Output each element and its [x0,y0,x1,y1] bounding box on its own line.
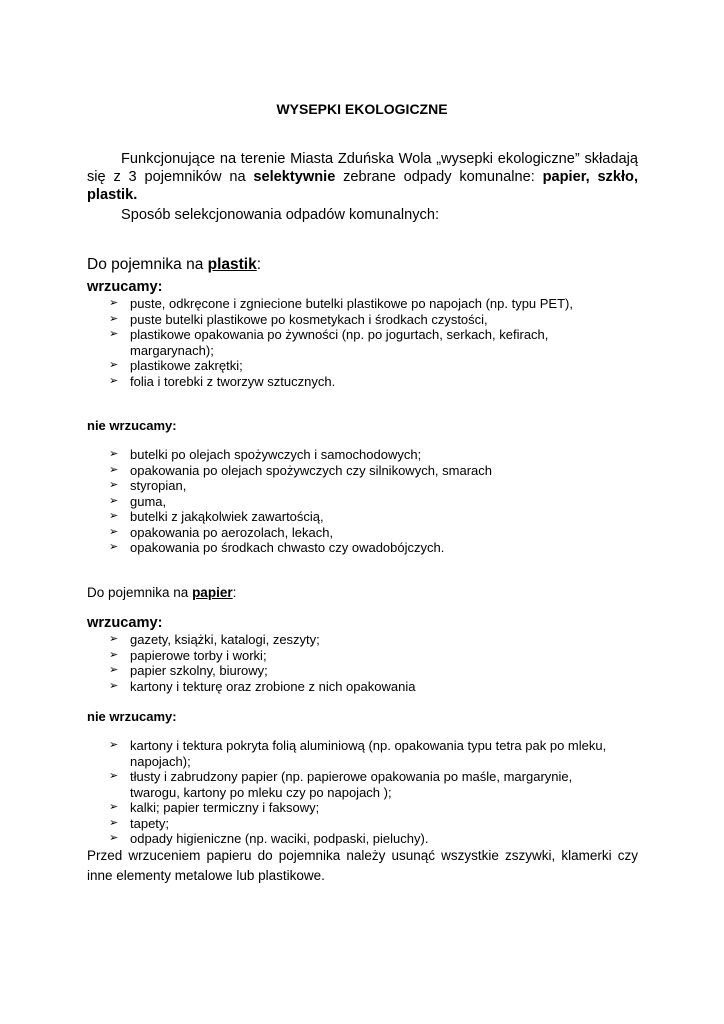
list-item [87,509,647,525]
plastik-heading [87,256,261,274]
papier-heading-prefix: Do pojemnika na [87,585,193,600]
list-item [87,478,647,494]
arrow-bullet-icon: ➢ [109,832,119,844]
papier-heading-suffix: : [232,585,237,600]
arrow-bullet-icon: ➢ [109,525,119,538]
intro-text-2: zebrane odpady komunalne: [335,169,543,185]
arrow-bullet-icon: ➢ [109,679,119,692]
list-item [87,358,647,374]
list-item [87,494,647,510]
selection-paragraph: Sposób selekcjonowania odpadów komunalnych: [121,207,440,223]
list-item [87,679,647,695]
intro-bold-1: selektywnie [253,169,336,185]
list-item-text: styropian, [130,478,187,493]
intro-bold-2: papier, szkło, plastik. [87,169,638,203]
arrow-bullet-icon: ➢ [109,374,119,387]
papier-note: Przed wrzuceniem papieru do pojemnika należy usunąć wszystkie zszywki, klamerki czy inne elementy metalowe lub plastikowe. [87,848,638,883]
arrow-bullet-icon: ➢ [109,328,119,340]
arrow-bullet-icon: ➢ [109,479,119,491]
list-item [87,374,647,390]
papier-no-throw-label: nie wrzucamy: [87,709,177,724]
list-item [87,632,647,648]
list-item-text: folia i torebki z tworzyw sztucznych. [130,373,336,389]
list-item-text: butelki po olejach spożywczych i samochodowych; [130,447,422,462]
papier-heading-word: papier [192,585,233,600]
list-item-text: puste butelki plastikowe po kosmetykach i środkach czystości, [130,311,488,327]
list-item [87,447,647,463]
list-item-text: tłusty i zabrudzony papier (np. papierowe opakowania po maśle, margarynie, twarogu, kartony po mleku czy po napojach ); [130,769,573,800]
list-item [87,769,647,800]
list-item [87,800,647,816]
arrow-bullet-icon: ➢ [109,297,119,309]
list-item [87,296,647,312]
list-item-text: kartony i tektura pokryta folią aluminiową (np. opakowania typu tetra pak po mleku, napojach); [130,738,607,769]
papier-no-throw-list [87,738,647,847]
arrow-bullet-icon: ➢ [109,312,119,325]
list-item-text: guma, [130,493,167,509]
list-item-text: papier szkolny, biurowy; [130,663,268,678]
intro-paragraph [87,150,638,204]
arrow-bullet-icon: ➢ [109,739,119,751]
list-item-text: butelki z jakąkolwiek zawartością, [130,509,324,524]
papier-throw-label: wrzucamy: [87,615,163,631]
arrow-bullet-icon: ➢ [109,770,119,782]
arrow-bullet-icon: ➢ [109,463,119,476]
list-item [87,312,647,328]
list-item-text: plastikowe opakowania po żywności (np. po jogurtach, serkach, kefirach, margarynach); [130,327,549,358]
list-item [87,327,647,358]
list-item-text: tapety; [130,815,170,831]
list-item [87,816,647,832]
plastik-heading-prefix: Do pojemnika na [87,256,208,273]
papier-heading [87,585,236,600]
arrow-bullet-icon: ➢ [109,633,119,645]
list-item [87,540,647,556]
intro-text-1: Funkcjonujące na terenie Miasta Zduńska Wola „wysepki ekologiczne” składają się z 3 pojemników na [87,151,638,185]
list-item-text: gazety, książki, katalogi, zeszyty; [130,632,320,647]
arrow-bullet-icon: ➢ [109,801,119,813]
plastik-no-throw-label: nie wrzucamy: [87,418,177,433]
plastik-throw-list [87,296,647,389]
arrow-bullet-icon: ➢ [109,359,119,371]
arrow-bullet-icon: ➢ [109,448,119,460]
plastik-heading-word: plastik [207,256,257,273]
list-item-text: puste, odkręcone i zgniecione butelki plastikowe po napojach (np. typu PET), [130,296,573,311]
plastik-heading-suffix: : [256,256,262,273]
list-item [87,738,647,769]
document-title: WYSEPKI EKOLOGICZNE [276,101,448,117]
arrow-bullet-icon: ➢ [109,664,119,676]
list-item-text: papierowe torby i worki; [130,647,267,663]
list-item-text: kalki; papier termiczny i faksowy; [130,800,320,815]
arrow-bullet-icon: ➢ [109,510,119,522]
arrow-bullet-icon: ➢ [109,541,119,553]
list-item-text: opakowania po środkach chwasto czy owadobójczych. [130,540,445,555]
papier-throw-list [87,632,647,694]
list-item-text: plastikowe zakrętki; [130,358,243,373]
list-item [87,831,647,847]
arrow-bullet-icon: ➢ [109,648,119,661]
plastik-throw-label: wrzucamy: [87,279,163,295]
list-item-text: opakowania po olejach spożywczych czy silnikowych, smarach [130,462,492,478]
plastik-no-throw-list [87,447,647,556]
list-item-text: kartony i tekturę oraz zrobione z nich opakowania [130,678,416,694]
arrow-bullet-icon: ➢ [109,494,119,507]
list-item-text: opakowania po aerozolach, lekach, [130,524,334,540]
list-item [87,648,647,664]
list-item [87,525,647,541]
list-item [87,663,647,679]
list-item-text: odpady higieniczne (np. waciki, podpaski, pieluchy). [130,831,429,846]
list-item [87,463,647,479]
arrow-bullet-icon: ➢ [109,816,119,829]
